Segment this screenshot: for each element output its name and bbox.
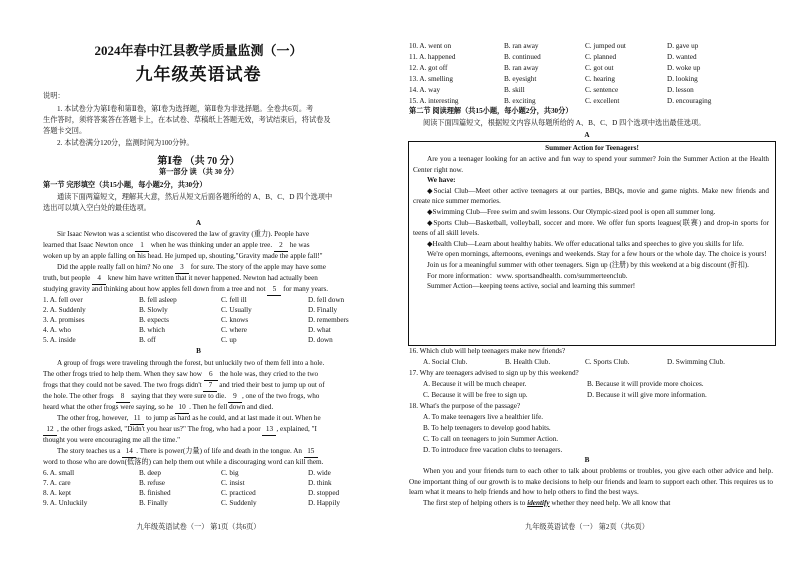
ad-intro: Are you a teenager looking for an active and fun way to spend your summer? Join the Summer Action at the Health Center right now. bbox=[413, 155, 769, 174]
page-footer: 九年级英语试卷（一） 第1页（共6页） bbox=[136, 523, 261, 531]
instruction-line: 答题卡交回。 bbox=[43, 127, 87, 135]
part-1-heading: 第一部分 读 （共 30 分） bbox=[158, 168, 239, 176]
section-2-intro: 阅读下面四篇短文，根据短文内容从每题所给的 A、B、C、D 四个选项中选出最佳选项。 bbox=[423, 119, 706, 127]
blank-14[interactable]: 14 bbox=[122, 446, 136, 458]
passage-line: 12 , the other frogs asked, "Didn't you hear us?" The frog, who had a poor 13 , explained, "I bbox=[43, 424, 317, 436]
section-1-intro: 选出可以填入空白处的最佳选项。 bbox=[43, 204, 151, 212]
instruction-line: 1. 本试卷分为第Ⅰ卷和第Ⅱ卷，第Ⅰ卷为选择题，第Ⅱ卷为非选择题。全卷共6页。考 bbox=[57, 105, 314, 113]
passage-line: A group of frogs were traveling through the forest, but unluckily two of them fell into a hole. bbox=[57, 359, 325, 367]
blank-1[interactable]: 1 bbox=[135, 240, 149, 252]
identify-word: identify bbox=[527, 498, 550, 507]
volume-1-heading: 第Ⅰ卷 （共 70 分） bbox=[157, 156, 240, 167]
passage-line: Sir Isaac Newton was a scientist who discovered the law of gravity (重力). People have bbox=[57, 230, 310, 238]
blank-8[interactable]: 8 bbox=[116, 391, 130, 403]
instruction-line: 2. 本试卷满分120分，监测时间为100分钟。 bbox=[57, 139, 194, 147]
passage-b-label: B bbox=[584, 456, 590, 464]
blank-10[interactable]: 10 bbox=[175, 402, 189, 414]
passage-line: the hole. The other frogs 8 saying that they were sure to die. 9 , one of the two frogs, who bbox=[43, 391, 319, 403]
blank-5[interactable]: 5 bbox=[267, 284, 281, 296]
q18-option: D. To introduce free vacation clubs to teenagers. bbox=[423, 446, 563, 454]
ad-we-have: We have: bbox=[427, 176, 456, 185]
ad-social-club: ◆Social Club—Meet other active teenagers at our parties, BBQs, movie and game nights. Make new friends and create nice summer memories. bbox=[413, 186, 769, 206]
passage-line: Did the apple really fall on him? No one 3 for sure. The story of the apple may have some bbox=[57, 262, 326, 274]
page-1: 2024年春中江县教学质量监测（一） 九年级英语试卷 说明： 1. 本试卷分为第Ⅰ卷和第Ⅱ卷，第Ⅰ卷为选择题，第Ⅱ卷为非选择题。全卷共6页。考 生作答时，须将答案答在答题卡上，在本试卷、草稿纸上答题无效，考试结束后，将试卷及 答题卡交回。 2. 本试卷满分120分，监测时间为100分钟。 第Ⅰ卷 （共 70 分） 第一部分 读 （共 30 分） 第一节 完形填空（共15小题，每小题2分，共30分） 通读下面两篇短文，理解其大意，然后从短文后面各题所给的 A、B、C、D 四个选项中 选出可以填入空白处的最佳选项。 A Sir Isaac Newton was a scientist who discovered the law of gravity (重力). People have learned that Isaac Newton once 1 when he was thinking under an apple tree. 2 he was woken up by an apple falling on his head. He jumped up, shouting,"Gravity made the apple fall!" Did the apple really fall on him? No one 3 for sure. The story of the apple may have some truth, but people 4 knew him have written that it never happened. Newton had actually been studying gravity and thinking about how apples fell down from a tree and not 5 for many years. 1. A. fell over B. fell asleep C. fell ill D. fell down 2. A. Suddenly B. Slowly C. Usually D. Finally 3. A. promises B. expects C. knows D. remembers 4. A. who B. which C. where D. what 5. A. inside B. off C. up D. down B A group of frogs were traveling through the forest, but unluckily two of them fell into a hole. The other frogs tried to help them. When they saw how 6 the hole was, they cried to the two frogs that they could not be saved. The two frogs didn't 7 and tried their best to jump up out of the hole. The other frogs 8 saying that they were sure to die. 9 , one of the two frogs, who heard what the other frogs were saying, so he 10 . Then he fell down and died. The other frog, however, 11 to jump as hard as he could, and at last made it out. When he 12 , the other frogs asked, "Didn't you hear us?" The frog, who had a poor 13 , explained, "I thought you were encouraging me all the time." The story teaches us a 14 . There is power(力量) of life and death in the tongue. An 15 word to those who are down(低落的) can help them out while a discouraging word can kill them. 6. A. small B. deep C. big D. wide 7. A. care B. refuse C. insist D. think 8. A. kept B. finished C. practiced D. stopped 9. A. Unluckily B. Finally C. Suddenly D. Happily 九年级英语试卷（一） 第1页（共6页） bbox=[0, 0, 397, 561]
section-1-heading: 第一节 完形填空（共15小题，每小题2分，共30分） bbox=[43, 181, 207, 189]
question-16: 16. Which club will help teenagers make new friends? bbox=[409, 347, 566, 355]
exam-title: 2024年春中江县教学质量监测（一） bbox=[94, 43, 303, 58]
blank-4[interactable]: 4 bbox=[92, 273, 106, 285]
passage-a-label: A bbox=[195, 219, 202, 227]
ad-swimming-club: ◆Swimming Club—Free swim and swim lessons. Our Olympic-sized pool is open all summer long. bbox=[427, 207, 716, 216]
passage-line: frogs that they could not be saved. The two frogs didn't 7 and tried their best to jump up out of bbox=[43, 380, 325, 392]
q18-option: B. To help teenagers to develop good habits. bbox=[423, 424, 551, 432]
q18-option: A. To make teenagers live a healthier life. bbox=[423, 413, 544, 421]
page-2: 10. A. went on B. ran away C. jumped out D. gave up 11. A. happened B. continued C. planned D. wanted 12. A. got off B. ran away C. got out D. woke up 13. A. smelling B. eyesight C. hearing D. looking 14. A. way B. skill C. sentence D. lesson 15. A. interesting B. exciting C. excellent D. encouraging 第二节 阅读理解（共15小题，每小题2分，共30分） 阅读下面四篇短文，根据短文内容从每题所给的 A、B、C、D 四个选项中选出最佳选项。 A Summer Action for Teenagers! Are you a teenager looking for an active and fun way to spend your summer? Join the Summer Action at the Health Center right now. We have: ◆Social Club—Meet other active teenagers at our parties, BBQs, movie and game nights. Make new friends and create nice summer memories. ◆Swimming Club—Free swim and swim lessons. Our Olympic-sized pool is open all summer long. ◆Sports Club—Basketball, volleyball, soccer and more. We offer fun sports leagues(联赛) and drop-in sports for teens of all skill levels. ◆Health Club—Learn about healthy habits. We offer educational talks and speeches to give you skills for life. We're open mornings, afternoons, evenings and weekends. Stay for a few hours or the whole day. The choice is yours! Join us for a meaningful summer with other teenagers. Sign up (注册) by this weekend at a big discount (折扣). For more information：www. sportsandhealth. com/summerteenclub. Summer Action—keeping teens active, social and learning this summer! 16. Which club will help teenagers make new friends? A. Social Club. B. Health Club. C. Sports Club. D. Swimming Club. 17. Why are teenagers advised to sign up by this weekend? A. Because it will be much cheaper. B. Because it will provide more choices. C. Because it will be free to sign up. D. Because it will give more information. 18. What's the purpose of the passage? A. To make teenagers live a healthier life. B. To help teenagers to develop good habits. C. To call on teenagers to join Summer Action. D. To introduce free vacation clubs to teenagers. B When you and your friends turn to each other to talk about problems or troubles, you give each other advice and help. One important thing of our growth is to make decisions to help our friends and learn to support each other. This requires us to learn what it means to help friends and how to help others to find the best ways. The first step of helping others is to identify whether they need help. We all know that 九年级英语试卷（一） 第2页（共6页） bbox=[397, 0, 794, 561]
passage-line: The other frog, however, 11 to jump as hard as he could, and at last made it out. When he bbox=[57, 413, 321, 425]
question-18: 18. What's the purpose of the passage? bbox=[409, 402, 521, 410]
page-footer: 九年级英语试卷（一） 第2页（共6页） bbox=[525, 523, 649, 531]
section-1-intro: 通读下面两篇短文，理解其大意，然后从短文后面各题所给的 A、B、C、D 四个选项中 bbox=[57, 193, 333, 201]
passage-line: heard what the other frogs were saying, so he 10 . Then he fell down and died. bbox=[43, 402, 273, 414]
ad-signup: Join us for a meaningful summer with other teenagers. Sign up (注册) by this weekend at a big discount (折扣). bbox=[427, 260, 749, 269]
passage-a-label: A bbox=[584, 131, 590, 139]
blank-12[interactable]: 12 bbox=[43, 424, 57, 436]
blank-9[interactable]: 9 bbox=[228, 391, 242, 403]
ad-health-club: ◆Health Club—Learn about healthy habits. We offer educational talks and speeches to give you skills for life. bbox=[427, 239, 744, 248]
ad-title: Summer Action for Teenagers! bbox=[545, 144, 639, 152]
blank-7[interactable]: 7 bbox=[203, 380, 217, 392]
passage-line: The story teaches us a 14 . There is power(力量) of life and death in the tongue. An 15 bbox=[57, 446, 318, 458]
ad-body bbox=[413, 154, 769, 292]
blank-11[interactable]: 11 bbox=[130, 413, 144, 425]
section-2-heading: 第二节 阅读理解（共15小题，每小题2分，共30分） bbox=[409, 107, 573, 115]
ad-more-info: For more information：www. sportsandhealth. com/summerteenclub. bbox=[427, 271, 628, 280]
passage-line: The other frogs tried to help them. When they saw how 6 the hole was, they cried to the two bbox=[43, 369, 318, 381]
blank-13[interactable]: 13 bbox=[262, 424, 276, 436]
question-17: 17. Why are teenagers advised to sign up by this weekend? bbox=[409, 369, 579, 377]
passage-line: truth, but people 4 knew him have written that it never happened. Newton had actually been bbox=[43, 273, 318, 285]
ad-slogan: Summer Action—keeping teens active, social and learning this summer! bbox=[427, 282, 636, 291]
summer-action-ad-box bbox=[408, 141, 776, 346]
passage-line: learned that Isaac Newton once 1 when he was thinking under an apple tree. 2 he was bbox=[43, 240, 310, 252]
passage-line: thought you were encouraging me all the time." bbox=[43, 436, 181, 444]
passage-b-para: When you and your friends turn to each other to talk about problems or troubles, you give each other advice and help. One important thing of our growth is to make decisions to help our friends and learn to support each other. This requires us to learn what it means to help friends and how to help others to find the best ways. bbox=[409, 467, 773, 497]
blank-6[interactable]: 6 bbox=[204, 369, 218, 381]
passage-b-body bbox=[409, 466, 773, 508]
instructions-heading: 说明： bbox=[43, 92, 65, 100]
passage-line: woken up by an apple falling on his head. He jumped up, shouting,"Gravity made the apple fall!" bbox=[43, 252, 323, 260]
blank-3[interactable]: 3 bbox=[175, 262, 189, 274]
passage-line: studying gravity and thinking about how apples fell down from a tree and not 5 for many years. bbox=[43, 284, 328, 296]
blank-2[interactable]: 2 bbox=[274, 240, 288, 252]
passage-b-label: B bbox=[196, 347, 201, 355]
q18-option: C. To call on teenagers to join Summer Action. bbox=[423, 435, 559, 443]
instruction-line: 生作答时，须将答案答在答题卡上，在本试卷、草稿纸上答题无效，考试结束后，将试卷及 bbox=[43, 116, 331, 124]
passage-b-para-2: The first step of helping others is to identify whether they need help. We all know that bbox=[423, 498, 671, 507]
exam-subtitle: 九年级英语试卷 bbox=[135, 65, 262, 84]
ad-sports-club: ◆Sports Club—Basketball, volleyball, soccer and more. We offer fun sports leagues(联赛) and drop-in sports for teens of all skill levels. bbox=[413, 218, 769, 238]
ad-hours: We're open mornings, afternoons, evenings and weekends. Stay for a few hours or the whole day. The choice is yours! bbox=[427, 250, 767, 259]
blank-15[interactable]: 15 bbox=[304, 446, 318, 458]
passage-line: word to those who are down(低落的) can help them out while a discouraging word can kill them. bbox=[43, 458, 324, 466]
